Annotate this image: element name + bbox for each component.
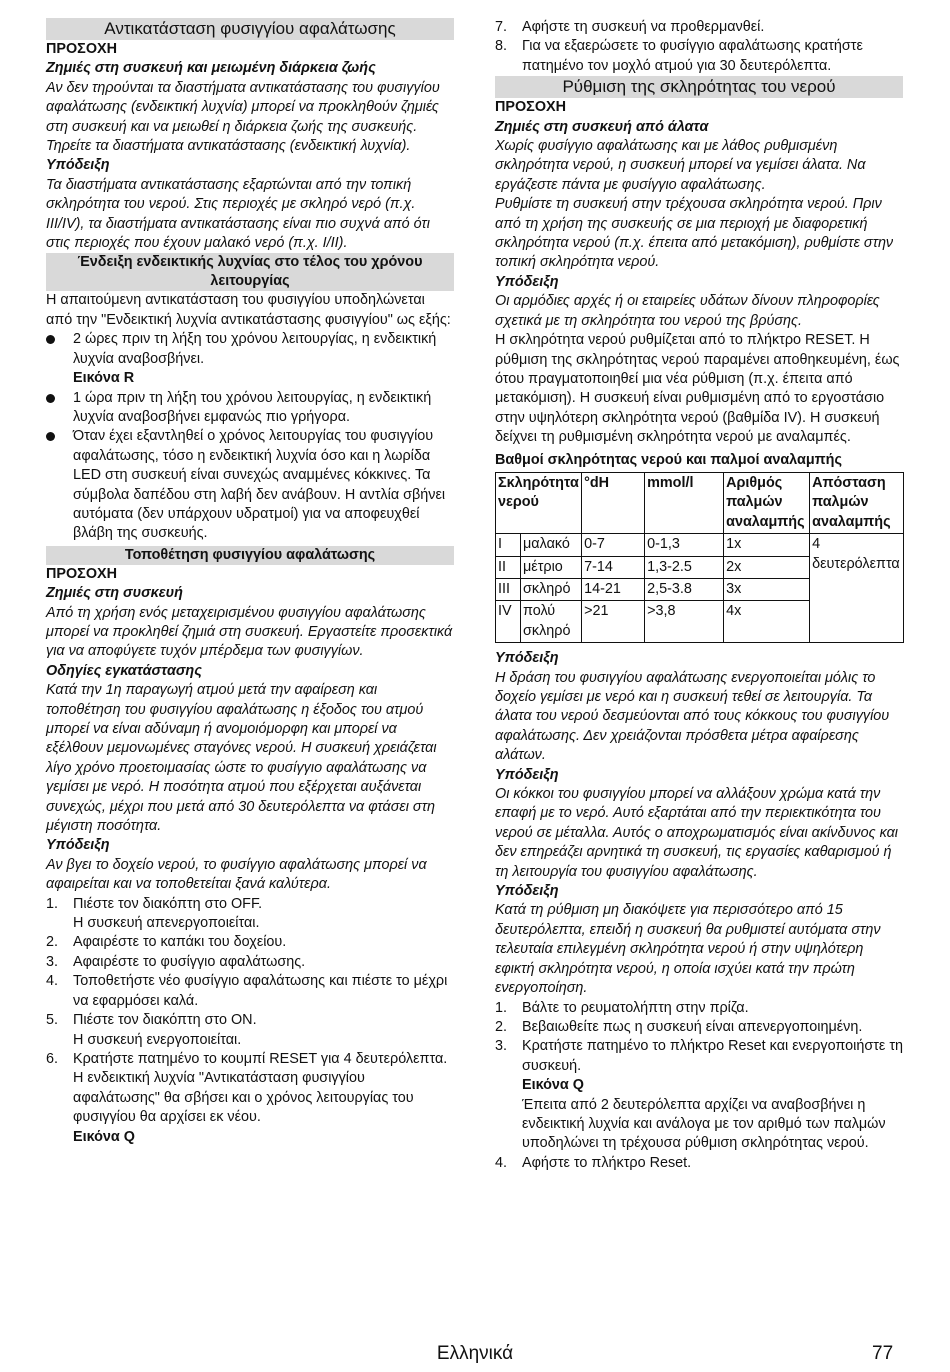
step-text: Αφήστε τη συσκευή να προθερμανθεί. <box>522 19 765 35</box>
table-cell: 7-14 <box>582 556 645 578</box>
section-heading-cartridge-replacement: Αντικατάσταση φυσιγγίου αφαλάτωσης <box>46 18 454 40</box>
step-text: Για να εξαερώσετε το φυσίγγιο αφαλάτωσης κρατήστε πατημένο τον μοχλό ατμού για 30 δευτερόλεπτα. <box>522 38 863 74</box>
step-number: 4. <box>46 973 59 990</box>
step-result: Έπειτα από 2 δευτερόλεπτα αρχίζει να αναβοσβήνει η ενδεικτική λυχνία και ανάλογα με τον αριθμό των παλμών υποδηλώνει τη τρέχουσα ρύθμιση σκληρότητας νερού. <box>522 1096 886 1152</box>
step-text: Αφαιρέστε το φυσίγγιο αφαλάτωσης. <box>73 953 306 970</box>
step-item <box>495 37 903 76</box>
table-cell: 1x <box>724 534 810 556</box>
bullet-icon <box>46 335 55 344</box>
warning-title: Ζημιές στη συσκευή από άλατα <box>495 118 709 135</box>
step-text: Πιέστε τον διακόπτη στο ON. <box>73 1012 257 1029</box>
footer-language: Ελληνικά <box>436 1343 514 1364</box>
table-cell: 14-21 <box>582 578 645 600</box>
table-cell: πολύ σκληρό <box>521 601 582 643</box>
step-result: Η συσκευή απενεργοποιείται. <box>73 915 260 932</box>
numbered-steps <box>46 895 454 1147</box>
table-cell: >21 <box>582 601 645 643</box>
step-number: 8. <box>495 38 508 55</box>
section-heading-indicator: Ένδειξη ενδεικτικής λυχνίας στο τέλος του χρόνου λειτουργίας <box>46 253 454 291</box>
list-item <box>46 427 454 543</box>
step-text: Τοποθετήστε νέο φυσίγγιο αφαλάτωσης και πιέστε το μέχρι να εφαρμόσει καλά. <box>73 973 448 1009</box>
right-column <box>495 18 903 1173</box>
body-text: Η σκληρότητα νερού ρυθμίζεται από το πλήκτρο RESET. Η ρύθμιση της σκληρότητας νερού παραμένει αποθηκευμένη, έως ότου πραγματοποιηθεί μια νέα ρύθμιση (π.χ. έπειτα από μετακόμιση). Η συσκευή είναι ρυθμισμένη από το εργοστάσιο στην υψηλότερη σκληρότητα νερού (βαθμίδα IV). Η συσκευή δείχνει τη ρυθμισμένη σκληρότητα νερού με αναλαμπές. <box>495 332 900 446</box>
warning-title: Ζημιές στη συσκευή και μειωμένη διάρκεια ζωής <box>46 60 376 77</box>
step-item <box>46 895 454 934</box>
step-text: Αφαιρέστε το καπάκι του δοχείου. <box>73 934 287 951</box>
table-cell: σκληρό <box>521 578 582 600</box>
table-cell: 0-7 <box>582 534 645 556</box>
note-label: Υπόδειξη <box>495 650 559 667</box>
table-cell: 3x <box>724 578 810 600</box>
step-number: 6. <box>46 1050 59 1067</box>
warning-text-2: Ρυθμίστε τη συσκευή στην τρέχουσα σκληρότητα νερού. Πριν από τη χρήση της συσκευής σε μια περιοχή με διαφορετική σκληρότητα νερού (π.χ. έπειτα από μετακόμιση), ρυθμίστε στην τοπική σκληρότητα νερού. <box>495 196 894 271</box>
table-cell: 1,3-2.5 <box>645 556 724 578</box>
note-text: Οι αρμόδιες αρχές ή οι εταιρείες υδάτων δίνουν πληροφορίες σχετικά με τη σκληρότητα του νερού της βρύσης. <box>495 293 880 329</box>
table-row <box>496 534 904 556</box>
step-item <box>495 18 903 37</box>
step-number: 4. <box>495 1154 508 1171</box>
table-cell: 0-1,3 <box>645 534 724 556</box>
table-cell-interval: 4 δευτερόλεπτα <box>810 534 904 643</box>
list-item-text: 2 ώρες πριν τη λήξη του χρόνου λειτουργίας, η ενδεικτική λυχνία αναβοσβήνει. <box>73 331 437 367</box>
warning-text: Χωρίς φυσίγγιο αφαλάτωσης και με λάθος ρυθμισμένη σκληρότητα νερού, η συσκευή μπορεί να γεμίσει άλατα. Να εργάζεστε πάντα με φυσίγγιο αφαλάτωσης. <box>495 138 866 193</box>
numbered-steps-hardness <box>495 999 903 1174</box>
note-text: Η δράση του φυσιγγίου αφαλάτωσης ενεργοποιείται μόλις το δοχείο γεμίσει με νερό και η συσκευή τεθεί σε λειτουργία. Τα άλατα του νερού δεσμεύονται από τους κόκκους του φυσιγγίου αφαλάτωσης. Δεν χρειάζονται πρόσθετα μέτρα αφαίρεσης αλάτων. <box>495 669 890 764</box>
install-title: Οδηγίες εγκατάστασης <box>46 662 202 679</box>
step-number: 5. <box>46 1012 59 1029</box>
note-label: Υπόδειξη <box>46 157 110 174</box>
section-heading-water-hardness: Ρύθμιση της σκληρότητας του νερού <box>495 76 903 98</box>
step-number: 3. <box>46 953 59 970</box>
table-header: Αριθμός παλμών αναλαμπής <box>724 472 810 533</box>
install-text: Κατά την 1η παραγωγή ατμού μετά την αφαίρεση και τοποθέτηση του φυσιγγίου αφαλάτωσης η έξοδος του ατμού μπορεί να είναι αδύναμη ή ανομοιόμορφη και μπορεί να εξέλθουν μεμονωμένες σταγόνες νερού. Η συσκευή χρειάζεται λίγο χρόνο προετοιμασίας ώστε το φυσίγγιο αφαλάτωσης να γεμίσει με νερό. Η ποσότητα ατμού που εξέρχεται αυξάνεται συνεχώς, μέχρι που μετά από 30 δευτερόλεπτα να φτάσει στη μέγιστη ποσότητα. <box>46 682 437 835</box>
bullet-icon <box>46 432 55 441</box>
step-number: 1. <box>46 895 59 912</box>
hardness-table <box>495 472 904 643</box>
table-cell: 2x <box>724 556 810 578</box>
figure-ref: Εικόνα Q <box>522 1077 584 1094</box>
step-item <box>495 1154 903 1173</box>
step-item <box>46 1011 454 1050</box>
caution-label: ΠΡΟΣΟΧΗ <box>46 565 118 582</box>
table-cell: III <box>496 578 521 600</box>
table-header: Απόσταση παλμών αναλαμπής <box>810 472 904 533</box>
figure-ref: Εικόνα Q <box>73 1128 135 1145</box>
table-header-row <box>496 472 904 533</box>
table-cell: μαλακό <box>521 534 582 556</box>
table-cell: 4x <box>724 601 810 643</box>
page-number: 77 <box>872 1343 894 1364</box>
step-text: Αφήστε το πλήκτρο Reset. <box>522 1154 692 1171</box>
step-text: Κρατήστε πατημένο το πλήκτρο Reset και ενεργοποιήστε τη συσκευή. <box>522 1038 904 1074</box>
table-title: Βαθμοί σκληρότητας νερού και παλμοί αναλαμπής <box>495 451 842 468</box>
list-item-text: Όταν έχει εξαντληθεί ο χρόνος λειτουργίας του φυσιγγίου αφαλάτωσης, τόσο η ενδεικτική λυχνία όσο και η λωρίδα LED στη συσκευή είναι συνεχώς αναμμένες κόκκινες. Τα σύμβολα δαπέδου στη λαβή δεν ανάβουν. Η αντλία σβήνει αυτόματα (δεν υπάρχουν υδρατμοί) για να αποφευχθεί βλάβη της συσκευής. <box>73 428 446 542</box>
table-cell: II <box>496 556 521 578</box>
step-result: Η συσκευή ενεργοποιείται. <box>73 1031 242 1048</box>
note-text: Τα διαστήματα αντικατάστασης εξαρτώνται από την τοπική σκληρότητα του νερού. Στις περιοχές με σκληρό νερό (π.χ. III/IV), τα διαστήματα αντικατάστασης είναι πιο συχνά από ότι στις περιοχές που έχουν μαλακό νερό (π.χ. I/II). <box>46 176 430 252</box>
list-item <box>46 389 454 428</box>
table-header: mmol/l <box>645 472 724 533</box>
table-cell: >3,8 <box>645 601 724 643</box>
left-column <box>46 18 454 1147</box>
note-label: Υπόδειξη <box>495 883 559 900</box>
step-result: Η ενδεικτική λυχνία "Αντικατάσταση φυσιγγίου αφαλάτωσης" θα σβήσει και ο χρόνος λειτουργίας του φυσιγγίου θα αρχίσει εκ νέου. <box>73 1070 414 1126</box>
note-label: Υπόδειξη <box>46 837 110 854</box>
step-number: 3. <box>495 1038 508 1055</box>
table-header: Σκληρότητα νερού <box>496 472 582 533</box>
note-text: Οι κόκκοι του φυσιγγίου μπορεί να αλλάξουν χρώμα κατά την επαφή με το νερό. Αυτό εξαρτάται από την περιεκτικότητα του νερού σε μέταλλα. Αυτός ο αποχρωματισμός είναι ακίνδυνος και δεν επηρεάζει αρνητικά τη συσκευή, τις εργασίες καθαρισμού ή τη λειτουργία του φυσιγγίου αφαλάτωσης. <box>495 786 899 880</box>
note-label: Υπόδειξη <box>495 273 559 290</box>
note-text: Κατά τη ρύθμιση μη διακόψετε για περισσότερο από 15 δευτερόλεπτα, επειδή η συσκευή θα ρυθμιστεί αυτόματα στην τελευταία επιλεγμένη σκληρότητα νερού ή στην υψηλότερη εφικτή σκληρότητα νερού, η οποία ισχύει κατά την πρώτη ενεργοποίηση. <box>495 902 881 997</box>
step-item <box>495 1037 903 1153</box>
step-item <box>495 1018 903 1037</box>
step-number: 1. <box>495 999 508 1016</box>
step-number: 2. <box>46 934 59 951</box>
step-item <box>46 953 454 972</box>
warning-text: Από τη χρήση ενός μεταχειρισμένου φυσιγγίου αφαλάτωσης μπορεί να προκληθεί ζημιά στη συσκευή. Εργαστείτε προσεκτικά για να αποφύγετε τυχόν μπέρδεμα των φυσιγγίων. <box>46 604 453 660</box>
table-cell: I <box>496 534 521 556</box>
caution-label: ΠΡΟΣΟΧΗ <box>46 41 118 57</box>
warning-title: Ζημιές στη συσκευή <box>46 585 183 602</box>
table-header: °dH <box>582 472 645 533</box>
list-item-text: 1 ώρα πριν τη λήξη του χρόνου λειτουργίας, η ενδεικτική λυχνία αναβοσβήνει εμφανώς πιο γρήγορα. <box>73 389 432 425</box>
step-text: Βάλτε το ρευματολήπτη στην πρίζα. <box>522 999 749 1016</box>
table-cell: IV <box>496 601 521 643</box>
step-number: 7. <box>495 19 508 35</box>
step-text: Πιέστε τον διακόπτη στο OFF. <box>73 895 263 912</box>
step-item <box>46 972 454 1011</box>
warning-text: Αν δεν τηρούνται τα διαστήματα αντικατάστασης του φυσιγγίου αφαλάτωσης (ενδεικτική λυχνία) μπορεί να προκληθούν ζημιές στη συσκευή και να μειωθεί η διάρκεια ζωής της συσκευής. <box>46 79 440 135</box>
step-item <box>46 1050 454 1147</box>
note-text: Αν βγει το δοχείο νερού, το φυσίγγιο αφαλάτωσης μπορεί να αφαιρείται και να τοποθετείται ξανά καλύτερα. <box>46 856 427 893</box>
bullet-list <box>46 330 454 543</box>
step-text: Κρατήστε πατημένο το κουμπί RESET για 4 δευτερόλεπτα. <box>73 1050 448 1067</box>
note-label: Υπόδειξη <box>495 766 559 783</box>
intro-text: Η απαιτούμενη αντικατάσταση του φυσιγγίου υποδηλώνεται από την "Ενδεικτική λυχνία αντικατάστασης φυσιγγίου" ως εξής: <box>46 292 451 328</box>
warning-text-2: Τηρείτε τα διαστήματα αντικατάστασης (ενδεικτική λυχνία). <box>46 138 411 155</box>
step-item <box>495 999 903 1018</box>
table-cell: 2,5-3.8 <box>645 578 724 600</box>
step-text: Βεβαιωθείτε πως η συσκευή είναι απενεργοποιημένη. <box>522 1018 863 1035</box>
figure-ref: Εικόνα R <box>73 370 135 387</box>
table-cell: μέτριο <box>521 556 582 578</box>
caution-label: ΠΡΟΣΟΧΗ <box>495 99 567 116</box>
numbered-steps-continued <box>495 18 903 76</box>
section-heading-install: Τοποθέτηση φυσιγγίου αφαλάτωσης <box>46 546 454 565</box>
step-number: 2. <box>495 1018 508 1035</box>
bullet-icon <box>46 394 55 403</box>
list-item <box>46 330 454 388</box>
step-item <box>46 933 454 952</box>
